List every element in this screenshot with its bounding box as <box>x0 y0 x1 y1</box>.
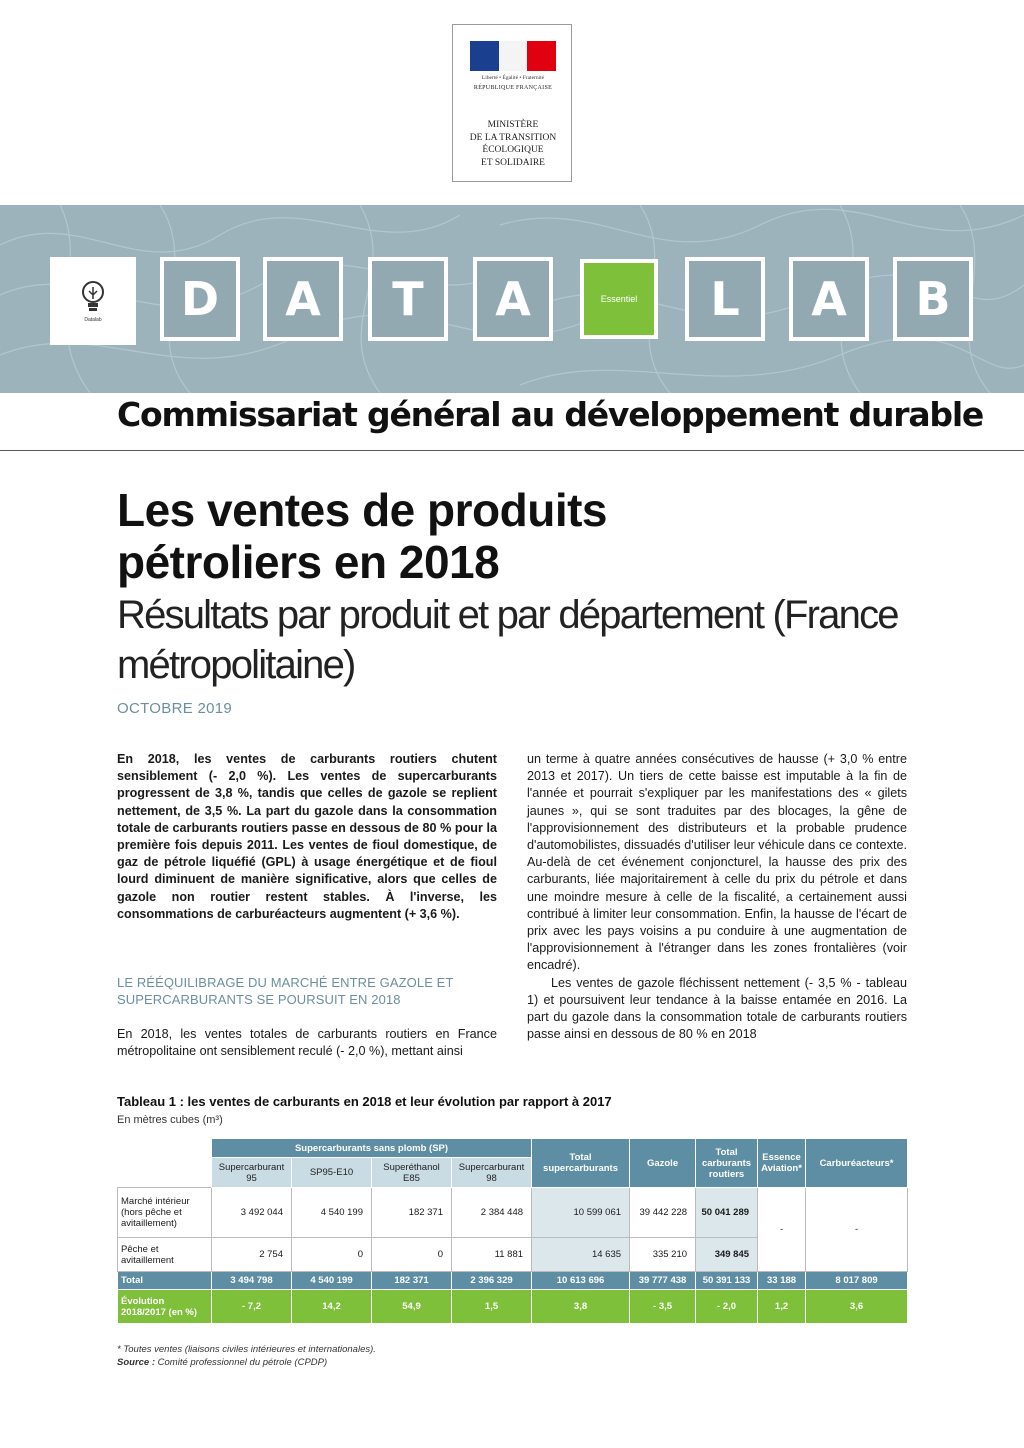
table-unit: En mètres cubes (m³) <box>117 1114 223 1126</box>
section-heading: LE RÉÉQUILIBRAGE DU MARCHÉ ENTRE GAZOLE ET SUPERCARBURANTS SE POURSUIT EN 2018 <box>117 975 454 1007</box>
header-essence-aviation: Essence Aviation* <box>758 1139 806 1188</box>
organization-name: Commissariat général au développement durable <box>117 395 984 434</box>
header-total-routiers: Total carburants routiers <box>696 1139 758 1188</box>
lightbulb-icon <box>78 279 108 315</box>
sales-table <box>117 1138 908 1324</box>
right-paragraph-2: Les ventes de gazole fléchissent nettement (- 3,5 % - tableau 1) et poursuivent leur tendance à la baisse entamée en 2016. La part du gazole dans la consommation totale de carburants routiers passe ainsi en dessous de 80 % en 2018 <box>527 975 907 1042</box>
table-title: Tableau 1 : les ventes de carburants en 2018 et leur évolution par rapport à 2017 <box>117 1094 612 1109</box>
tile-letter-b: B <box>893 257 973 341</box>
table-row: Pêche et avitaillement 2 754 0 0 11 881 14 635 335 210 349 845 <box>118 1238 908 1272</box>
datalab-logo-tile: Datalab <box>50 257 136 345</box>
table-row-total: Total 3 494 798 4 540 199 182 371 2 396 329 10 613 696 39 777 438 50 391 133 33 188 8 017 809 <box>118 1272 908 1290</box>
page-title: Les ventes de produits pétroliers en 2018 <box>117 484 608 588</box>
tile-letter-d: D <box>160 257 240 341</box>
header-gazole: Gazole <box>630 1139 696 1188</box>
marianne-flag-icon <box>470 41 556 71</box>
essentiel-badge: Essentiel <box>580 259 658 339</box>
header-e85: Superéthanol E85 <box>372 1158 452 1188</box>
tile-letter-a3: A <box>789 257 869 341</box>
ministry-logo <box>452 24 572 182</box>
header-sp-group: Supercarburants sans plomb (SP) <box>212 1139 532 1158</box>
ministry-name: MINISTÈRE DE LA TRANSITION ÉCOLOGIQUE ET SOLIDAIRE <box>469 120 557 168</box>
table-row-evolution: Évolution 2018/2017 (en %) - 7,2 14,2 54,9 1,5 3,8 - 3,5 - 2,0 1,2 3,6 <box>118 1290 908 1324</box>
table-row: Marché intérieur (hors pêche et avitaillement) 3 492 044 4 540 199 182 371 2 384 448 10 599 061 39 442 228 50 041 289 - - <box>118 1188 908 1238</box>
republic-motto: Liberté • Égalité • Fraternité <box>481 75 545 81</box>
republique-francaise: RÉPUBLIQUE FRANÇAISE <box>473 85 553 91</box>
right-paragraph-1: un terme à quatre années consécutives de hausse (+ 3,0 % entre 2013 et 2017). Un tiers de cette baisse est imputable à la fin de l'année et pourrait s'expliquer par les manifestations des « gilets jaunes », qui se sont traduites par des blocages, la gêne de l'approvisionnement des distributeurs et la probable prudence d'automobilistes, dissuadés d'utiliser leur véhicule dans ce contexte. Au-delà de cet événement conjoncturel, la hausse des prix des carburants, liée majoritairement à celle du prix du pétrole et dans une moindre mesure à celle de la fiscalité, a certainement aussi contribué à limiter leur consommation. Enfin, la hausse de l'écart de prix avec les pays voisins a pu conduire à une augmentation de l'approvisionnement à l'étranger dans les zones frontalières (voir encadré). <box>527 752 907 973</box>
lead-paragraph: En 2018, les ventes de carburants routiers chutent sensiblement (- 2,0 %). Les ventes de supercarburants progressent de 3,8 %, tandis que celles de gazole se replient nettement, de 3,5 %. La part du gazole dans la consommation totale de carburants routiers passe en dessous de 80 % pour la première fois depuis 2011. Les ventes de fioul domestique, de gaz de pétrole liquéfié (GPL) à usage énergétique et de fioul lourd diminuent de manière significative, alors que celles de gazole non routier restent stables. À l'inverse, les consommations de carburéacteurs augmentent (+ 3,6 %). <box>117 752 497 921</box>
datalab-banner <box>0 205 1024 393</box>
header-sp98: Supercarburant 98 <box>452 1158 532 1188</box>
tile-letter-a: A <box>263 257 343 341</box>
right-column <box>527 751 907 1043</box>
body-paragraph: En 2018, les ventes totales de carburants routiers en France métropolitaine ont sensiblement reculé (- 2,0 %), mettant ainsi <box>117 1027 497 1059</box>
header-total-super: Total supercarburants <box>532 1139 630 1188</box>
header-sp95: Supercarburant 95 <box>212 1158 292 1188</box>
header-sp95-e10: SP95-E10 <box>292 1158 372 1188</box>
header-carbureacteurs: Carburéacteurs* <box>806 1139 908 1188</box>
publication-date: OCTOBRE 2019 <box>117 700 233 717</box>
tile-letter-l: L <box>685 257 765 341</box>
tile-letter-t: T <box>368 257 448 341</box>
table-footnote: * Toutes ventes (liaisons civiles intérieures et internationales). Source : Comité professionnel du pétrole (CPDP) <box>117 1344 376 1368</box>
tile-letter-a2: A <box>473 257 553 341</box>
organization-strip <box>0 393 1024 451</box>
page-subtitle: Résultats par produit et par département (France métropolitaine) <box>117 593 898 687</box>
